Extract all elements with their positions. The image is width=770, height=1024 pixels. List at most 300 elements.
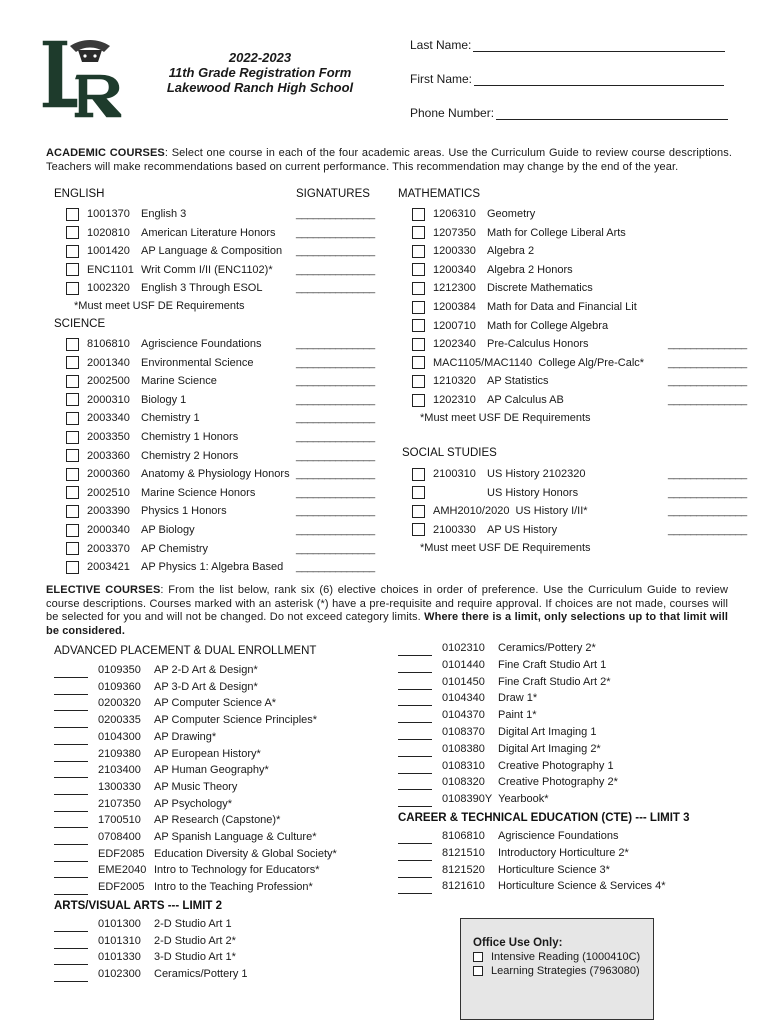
- course-code: 1206310: [433, 208, 476, 220]
- course-name: AP Spanish Language & Culture*: [154, 831, 317, 843]
- course-code: 1212300: [433, 282, 476, 295]
- rank-blank[interactable]: [398, 832, 432, 844]
- course-name: AP Physics 1: Algebra Based: [141, 561, 284, 574]
- course-code: 2109380: [98, 747, 141, 760]
- course-code: 1001420: [87, 245, 130, 258]
- course-checkbox[interactable]: [66, 375, 79, 388]
- rank-blank[interactable]: [398, 644, 432, 656]
- office-item-label: Intensive Reading (1000410C): [491, 951, 641, 963]
- science-course-row[interactable]: [66, 448, 238, 464]
- course-name: Physics 1 Honors: [141, 505, 227, 518]
- course-code: 0200320: [98, 697, 141, 710]
- course-name: Fine Craft Studio Art 1: [498, 658, 607, 671]
- signature-line[interactable]: ______________: [296, 561, 375, 574]
- rank-blank[interactable]: [54, 920, 88, 932]
- course-name: Horticulture Science & Services 4*: [498, 880, 666, 893]
- course-name: US History I/II*: [515, 505, 588, 518]
- course-checkbox[interactable]: [412, 301, 425, 314]
- course-name: Anatomy & Physiology Honors: [141, 468, 290, 481]
- course-code: 1200340: [433, 263, 476, 276]
- course-name: Horticulture Science 3*: [498, 863, 610, 876]
- course-checkbox[interactable]: [412, 319, 425, 332]
- course-checkbox[interactable]: [412, 375, 425, 388]
- signature-line[interactable]: ______________: [668, 375, 747, 388]
- course-name: Agriscience Foundations: [141, 338, 262, 350]
- course-checkbox[interactable]: [412, 208, 425, 221]
- academic-instructions: [46, 146, 732, 174]
- signature-line[interactable]: ______________: [296, 486, 375, 499]
- course-code: 1700510: [98, 814, 141, 827]
- course-name: Intro to the Teaching Profession*: [154, 881, 313, 894]
- arts_cont-elective-row[interactable]: [398, 707, 537, 723]
- course-checkbox[interactable]: [66, 412, 79, 425]
- rank-blank[interactable]: [54, 833, 88, 845]
- signature-line[interactable]: ______________: [668, 356, 747, 369]
- course-name: AP 2-D Art & Design*: [154, 664, 258, 676]
- rank-blank[interactable]: [54, 883, 88, 895]
- rank-blank[interactable]: [54, 866, 88, 878]
- course-code: 2003421: [87, 561, 130, 574]
- ap_de-elective-row[interactable]: [54, 829, 316, 845]
- rank-blank[interactable]: [398, 762, 432, 774]
- course-checkbox[interactable]: [412, 245, 425, 258]
- english-course-row[interactable]: [66, 262, 273, 278]
- science-course-row[interactable]: [66, 336, 261, 352]
- math-note: *Must meet USF DE Requirements: [420, 412, 591, 424]
- science-course-row[interactable]: [66, 559, 283, 575]
- rank-blank[interactable]: [398, 661, 432, 673]
- course-name: Algebra 2: [487, 245, 535, 258]
- arts_cont-elective-row[interactable]: [398, 690, 537, 706]
- course-code: 2000340: [87, 524, 130, 536]
- course-checkbox[interactable]: [66, 561, 79, 574]
- signature-line[interactable]: ______________: [296, 282, 375, 295]
- last-name-field[interactable]: [410, 38, 725, 52]
- cte-heading: CAREER & TECHNICAL EDUCATION (CTE) --- LIMIT 3: [398, 812, 690, 824]
- academic-label: ACADEMIC COURSES: [46, 147, 165, 159]
- course-name: AP Research (Capstone)*: [154, 814, 281, 827]
- english-course-row[interactable]: [66, 225, 276, 241]
- ap_de-elective-row[interactable]: [54, 812, 280, 828]
- science-course-row[interactable]: [66, 355, 254, 371]
- arts-elective-row[interactable]: [54, 966, 248, 982]
- title-form-name: 11th Grade Registration Form: [168, 65, 352, 80]
- last-name-line[interactable]: [473, 39, 725, 52]
- course-code: 1002320: [87, 282, 130, 295]
- signature-line[interactable]: ______________: [296, 375, 375, 388]
- course-code: 2002500: [87, 375, 130, 388]
- english-heading: ENGLISH: [54, 188, 105, 200]
- course-name: Fine Craft Studio Art 2*: [498, 675, 611, 688]
- ap_de-elective-row[interactable]: [54, 862, 320, 878]
- rank-blank[interactable]: [54, 683, 88, 695]
- math-course-row[interactable]: [412, 243, 534, 259]
- course-code: 1202310: [433, 394, 476, 406]
- ap_de-elective-row[interactable]: [54, 695, 276, 711]
- course-name: Math for College Liberal Arts: [487, 226, 626, 239]
- course-code: 0108390Y: [442, 793, 493, 806]
- social-course-row[interactable]: [412, 503, 588, 519]
- ap_de-elective-row[interactable]: [54, 729, 216, 745]
- cte-elective-row[interactable]: [398, 845, 629, 861]
- rank-blank[interactable]: [54, 953, 88, 965]
- course-code: 2100310: [433, 468, 476, 480]
- math-course-row[interactable]: [412, 262, 573, 278]
- course-checkbox[interactable]: [412, 338, 425, 351]
- rank-blank[interactable]: [54, 699, 88, 711]
- course-name: AP Statistics: [487, 375, 549, 388]
- arts_cont-elective-row[interactable]: [398, 741, 601, 757]
- course-name: AP Calculus AB: [487, 394, 564, 406]
- signature-line[interactable]: ______________: [668, 394, 747, 406]
- rank-blank[interactable]: [398, 745, 432, 757]
- social-course-row[interactable]: [412, 522, 557, 538]
- course-code: 2100330: [433, 523, 476, 536]
- arts-elective-row[interactable]: [54, 933, 236, 949]
- signature-line[interactable]: ______________: [296, 226, 375, 239]
- elective-label: ELECTIVE COURSES: [46, 584, 161, 596]
- rank-blank[interactable]: [398, 849, 432, 861]
- course-name: Chemistry 1 Honors: [141, 431, 239, 443]
- course-name: AP Psychology*: [154, 797, 233, 810]
- office-checkbox[interactable]: [473, 952, 483, 962]
- course-code: 0109350: [98, 664, 141, 676]
- course-name: Digital Art Imaging 1: [498, 726, 597, 738]
- course-name: AP Computer Science Principles*: [154, 714, 318, 727]
- course-checkbox[interactable]: [66, 263, 79, 276]
- course-checkbox[interactable]: [66, 542, 79, 555]
- office-checkbox[interactable]: [473, 966, 483, 976]
- course-code: 1020810: [87, 226, 130, 239]
- science-course-row[interactable]: [66, 522, 195, 538]
- rank-blank[interactable]: [54, 716, 88, 728]
- rank-blank[interactable]: [398, 882, 432, 894]
- course-code: 0708400: [98, 831, 141, 843]
- social-note: *Must meet USF DE Requirements: [420, 542, 591, 554]
- course-name: Biology 1: [141, 393, 187, 406]
- course-code: 0101330: [98, 951, 141, 964]
- signature-line[interactable]: ______________: [668, 505, 747, 518]
- course-code: 2003360: [87, 449, 130, 462]
- signature-line[interactable]: ______________: [296, 356, 375, 369]
- course-code: 0101310: [98, 934, 141, 947]
- course-code: 1200384: [433, 301, 476, 313]
- course-code: 8106810: [442, 830, 485, 842]
- last-name-label: Last Name:: [410, 38, 472, 52]
- science-course-row[interactable]: [66, 503, 227, 519]
- course-code: AMH2010/2020: [433, 505, 510, 518]
- english-course-row[interactable]: [66, 206, 186, 222]
- signature-line[interactable]: ______________: [296, 412, 375, 425]
- math-course-row[interactable]: [412, 206, 535, 222]
- course-checkbox[interactable]: [66, 486, 79, 499]
- first-name-label: First Name:: [410, 72, 473, 86]
- course-name: Intro to Technology for Educators*: [154, 864, 320, 877]
- math-heading: MATHEMATICS: [398, 188, 480, 200]
- signature-line[interactable]: ______________: [296, 208, 375, 220]
- course-name: American Literature Honors: [141, 226, 276, 239]
- elective-limit-note: Where there is a limit, only selections up to that limit will be considered.: [46, 611, 729, 637]
- course-name: College Alg/Pre-Calc*: [538, 356, 645, 369]
- course-checkbox[interactable]: [66, 245, 79, 258]
- phone-field[interactable]: [410, 106, 728, 120]
- course-code: 2001340: [87, 356, 130, 369]
- course-checkbox[interactable]: [66, 356, 79, 369]
- course-name: Ceramics/Pottery 1: [154, 968, 248, 981]
- rank-blank[interactable]: [398, 711, 432, 723]
- signature-line[interactable]: ______________: [296, 449, 375, 462]
- social-course-row[interactable]: [412, 485, 578, 501]
- course-checkbox[interactable]: [412, 356, 425, 369]
- course-checkbox[interactable]: [412, 282, 425, 295]
- math-course-row[interactable]: [412, 280, 593, 296]
- rank-blank[interactable]: [54, 970, 88, 982]
- course-code: 0102310: [442, 642, 485, 654]
- course-checkbox[interactable]: [412, 505, 425, 518]
- rank-blank[interactable]: [398, 866, 432, 878]
- arts-elective-row[interactable]: [54, 916, 232, 932]
- course-checkbox[interactable]: [412, 394, 425, 407]
- course-checkbox[interactable]: [66, 282, 79, 295]
- course-checkbox[interactable]: [66, 505, 79, 518]
- course-checkbox[interactable]: [412, 486, 425, 499]
- ap_de-elective-row[interactable]: [54, 662, 258, 678]
- rank-blank[interactable]: [54, 800, 88, 812]
- course-name: AP Chemistry: [141, 542, 209, 555]
- course-checkbox[interactable]: [66, 338, 79, 351]
- course-name: Introductory Horticulture 2*: [498, 846, 629, 859]
- course-name: Creative Photography 2*: [498, 776, 618, 789]
- math-course-row[interactable]: [412, 318, 608, 334]
- social-heading: SOCIAL STUDIES: [402, 447, 497, 459]
- arts_cont-elective-row[interactable]: [398, 640, 596, 656]
- course-name: 2-D Studio Art 2*: [154, 934, 236, 947]
- office-item-intensive-reading[interactable]: [473, 951, 640, 963]
- math-course-row[interactable]: [412, 355, 644, 371]
- rank-blank[interactable]: [54, 816, 88, 828]
- rank-blank[interactable]: [398, 778, 432, 790]
- english-course-row[interactable]: [66, 243, 282, 259]
- course-code: 0101440: [442, 658, 485, 671]
- course-code: 2002510: [87, 486, 130, 499]
- rank-blank[interactable]: [54, 850, 88, 862]
- cte-elective-row[interactable]: [398, 878, 666, 894]
- course-code: 2107350: [98, 797, 141, 810]
- arts_cont-elective-row[interactable]: [398, 774, 618, 790]
- rank-blank[interactable]: [398, 678, 432, 690]
- course-name: Math for College Algebra: [487, 319, 609, 332]
- science-heading: SCIENCE: [54, 318, 106, 330]
- course-name: 3-D Studio Art 1*: [154, 951, 236, 964]
- phone-line[interactable]: [496, 107, 728, 120]
- course-name: AP Human Geography*: [154, 764, 269, 777]
- ap_de-elective-row[interactable]: [54, 679, 258, 695]
- course-name: US History 2102320: [487, 468, 586, 480]
- signature-line[interactable]: ______________: [668, 486, 747, 499]
- course-code: 0108310: [442, 759, 485, 772]
- academic-text: : Select one course in each of the four academic areas. Use the Curriculum Guide to review course descriptions. Teachers will make recommendations based on current performance. This recommendation may change by the end of the year.: [46, 147, 732, 173]
- arts_cont-elective-row[interactable]: [398, 791, 549, 807]
- signature-line[interactable]: ______________: [296, 505, 375, 518]
- course-checkbox[interactable]: [412, 523, 425, 536]
- math-course-row[interactable]: [412, 299, 637, 315]
- course-name: Discrete Mathematics: [487, 282, 593, 295]
- ap_de-elective-row[interactable]: [54, 762, 269, 778]
- course-code: EDF2085: [98, 847, 145, 860]
- cte-elective-row[interactable]: [398, 828, 618, 844]
- course-name: Education Diversity & Global Society*: [154, 847, 337, 860]
- signature-line[interactable]: ______________: [668, 468, 747, 480]
- signature-line[interactable]: ______________: [296, 338, 375, 350]
- rank-blank[interactable]: [54, 783, 88, 795]
- course-code: 8106810: [87, 338, 130, 350]
- course-checkbox[interactable]: [412, 263, 425, 276]
- course-code: 0108380: [442, 742, 485, 755]
- rank-blank[interactable]: [54, 750, 88, 762]
- arts_cont-elective-row[interactable]: [398, 724, 596, 740]
- course-checkbox[interactable]: [66, 208, 79, 221]
- course-name: AP European History*: [154, 747, 261, 760]
- signature-line[interactable]: ______________: [296, 431, 375, 443]
- course-name: AP Drawing*: [154, 730, 217, 743]
- office-item-label: Learning Strategies (7963080): [491, 965, 640, 977]
- course-code: 1210320: [433, 375, 476, 388]
- course-code: 1200710: [433, 319, 476, 332]
- course-checkbox[interactable]: [66, 524, 79, 537]
- elective-instructions: [46, 584, 728, 638]
- course-code: 0108370: [442, 726, 485, 738]
- arts-heading: ARTS/VISUAL ARTS --- LIMIT 2: [54, 900, 223, 912]
- course-name: Ceramics/Pottery 2*: [498, 642, 596, 654]
- phone-label: Phone Number:: [410, 106, 495, 120]
- course-code: 0104340: [442, 692, 485, 705]
- science-course-row[interactable]: [66, 429, 238, 445]
- course-code: 2000360: [87, 468, 130, 481]
- course-checkbox[interactable]: [412, 468, 425, 481]
- rank-blank[interactable]: [398, 694, 432, 706]
- course-checkbox[interactable]: [66, 226, 79, 239]
- social-course-row[interactable]: [412, 466, 585, 482]
- first-name-line[interactable]: [474, 73, 724, 86]
- course-code: 2103400: [98, 764, 141, 777]
- signature-line[interactable]: ______________: [296, 393, 375, 406]
- course-code: 1300330: [98, 780, 141, 793]
- ap_de-elective-row[interactable]: [54, 796, 232, 812]
- course-name: Algebra 2 Honors: [487, 263, 573, 276]
- course-name: AP 3-D Art & Design*: [154, 680, 258, 693]
- science-course-row[interactable]: [66, 466, 290, 482]
- course-name: AP Biology: [141, 524, 195, 536]
- course-code: 2003370: [87, 542, 130, 555]
- course-name: AP US History: [487, 523, 558, 536]
- math-course-row[interactable]: [412, 225, 626, 241]
- english-note: *Must meet USF DE Requirements: [74, 300, 245, 312]
- arts-elective-row[interactable]: [54, 949, 236, 965]
- science-course-row[interactable]: [66, 541, 208, 557]
- rank-blank[interactable]: [54, 733, 88, 745]
- course-checkbox[interactable]: [412, 226, 425, 239]
- rank-blank[interactable]: [398, 728, 432, 740]
- signature-line[interactable]: ______________: [296, 263, 375, 276]
- signature-line[interactable]: ______________: [668, 338, 747, 351]
- course-name: AP Language & Composition: [141, 245, 283, 258]
- signature-line[interactable]: ______________: [296, 468, 375, 481]
- course-name: Draw 1*: [498, 692, 538, 705]
- ap_de-elective-row[interactable]: [54, 746, 261, 762]
- course-code: 2000310: [87, 393, 130, 406]
- rank-blank[interactable]: [54, 666, 88, 678]
- signature-line[interactable]: ______________: [668, 523, 747, 536]
- course-name: 2-D Studio Art 1: [154, 918, 232, 930]
- course-code: 1207350: [433, 226, 476, 239]
- signature-line[interactable]: ______________: [296, 245, 375, 258]
- course-code: 0200335: [98, 714, 141, 727]
- course-name: Math for Data and Financial Lit: [487, 301, 637, 313]
- arts_cont-elective-row[interactable]: [398, 758, 614, 774]
- signatures-heading: SIGNATURES: [296, 188, 370, 200]
- course-name: Creative Photography 1: [498, 759, 614, 772]
- math-course-row[interactable]: [412, 392, 564, 408]
- ap_de-elective-row[interactable]: [54, 879, 313, 895]
- signature-line[interactable]: ______________: [296, 524, 375, 536]
- math-course-row[interactable]: [412, 336, 588, 352]
- office-item-learning-strategies[interactable]: [473, 965, 640, 977]
- school-logo: [38, 36, 128, 120]
- ap_de-elective-row[interactable]: [54, 846, 337, 862]
- course-code: 0109360: [98, 680, 141, 693]
- course-code: 2003340: [87, 412, 130, 425]
- rank-blank[interactable]: [398, 795, 432, 807]
- signature-line[interactable]: ______________: [296, 542, 375, 555]
- course-name: AP Computer Science A*: [154, 697, 277, 710]
- course-code: 1200330: [433, 245, 476, 258]
- science-course-row[interactable]: [66, 485, 255, 501]
- course-checkbox[interactable]: [66, 468, 79, 481]
- course-code: 0102300: [98, 968, 141, 981]
- ap_de-elective-row[interactable]: [54, 712, 317, 728]
- course-checkbox[interactable]: [66, 449, 79, 462]
- title-year: 2022-2023: [228, 50, 292, 65]
- course-code: 8121520: [442, 863, 485, 876]
- ap_de-elective-row[interactable]: [54, 779, 237, 795]
- title-school: Lakewood Ranch High School: [166, 80, 354, 95]
- course-name: Environmental Science: [141, 356, 254, 369]
- course-code: 0108320: [442, 776, 485, 789]
- course-name: Paint 1*: [498, 709, 537, 722]
- course-name: Digital Art Imaging 2*: [498, 742, 601, 755]
- english-course-row[interactable]: [66, 280, 262, 296]
- course-name: US History Honors: [487, 486, 579, 499]
- rank-blank[interactable]: [54, 766, 88, 778]
- arts_cont-elective-row[interactable]: [398, 674, 611, 690]
- course-name: English 3 Through ESOL: [141, 282, 263, 295]
- course-checkbox[interactable]: [66, 431, 79, 444]
- office-use-box: [460, 918, 654, 1020]
- course-name: Marine Science: [141, 375, 217, 388]
- cte-elective-row[interactable]: [398, 862, 610, 878]
- science-course-row[interactable]: [66, 373, 217, 389]
- rank-blank[interactable]: [54, 937, 88, 949]
- science-course-row[interactable]: [66, 392, 186, 408]
- course-code: 0104300: [98, 730, 141, 743]
- math-course-row[interactable]: [412, 373, 549, 389]
- first-name-field[interactable]: [410, 72, 724, 86]
- course-name: Yearbook*: [498, 793, 549, 806]
- course-checkbox[interactable]: [66, 393, 79, 406]
- course-code: EME2040: [98, 864, 147, 877]
- science-course-row[interactable]: [66, 410, 200, 426]
- arts_cont-elective-row[interactable]: [398, 657, 606, 673]
